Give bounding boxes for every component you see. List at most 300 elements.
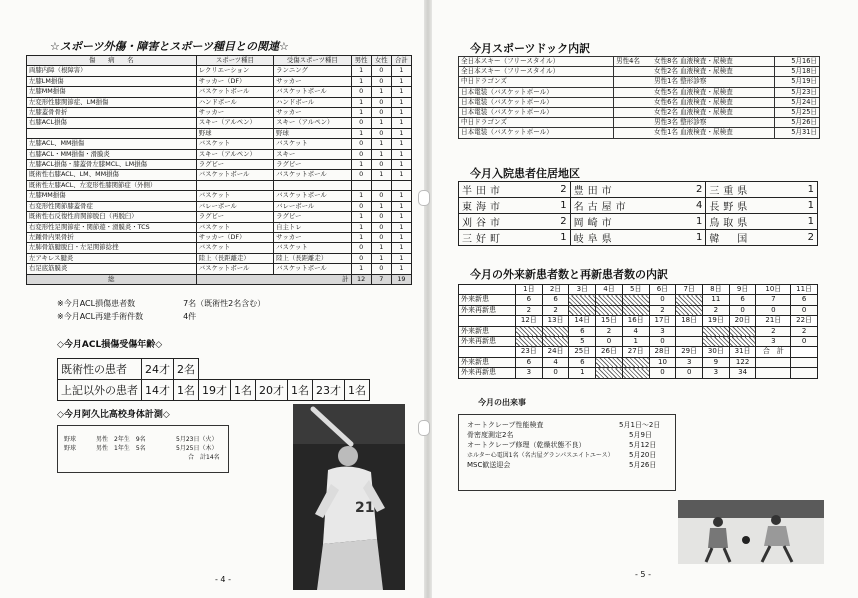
acl-count-note: ※今月ACL損傷患者数 7名（既術性2名含む）	[57, 299, 266, 308]
sports-action-photo	[678, 500, 824, 564]
table-row	[27, 212, 412, 222]
patient-count: 2	[516, 305, 543, 315]
sport: スキー（アルペン）	[196, 149, 273, 159]
table-row	[27, 76, 412, 86]
day-label: 15日	[596, 316, 623, 326]
patient-count: 3	[756, 337, 791, 347]
sport: バレーボール	[196, 201, 273, 211]
patient-count: 3	[703, 368, 730, 378]
exam-date: 5月25日（木）	[176, 445, 218, 452]
patient-count: 34	[729, 368, 756, 378]
area-name: 刈谷市	[459, 214, 542, 230]
dock-date: 5月31日	[774, 128, 819, 138]
day-label: 6日	[649, 285, 676, 295]
table-row	[459, 337, 818, 347]
col-injury: 傷 病 名	[27, 56, 197, 66]
page-number-left: - 4 -	[215, 575, 231, 584]
total-count: 1	[391, 149, 411, 159]
col-sport: スポーツ種目	[196, 56, 273, 66]
male-count: 1	[351, 108, 371, 118]
total-count: 1	[391, 76, 411, 86]
patient-count	[676, 337, 703, 347]
male-count: 1	[351, 232, 371, 242]
new-patients-title: 今月の外来新患者数と再新患者数の内訳	[470, 268, 668, 281]
patient-count	[622, 368, 649, 378]
dock-team: 中日ドラゴンズ	[459, 77, 614, 87]
dock-team: 全日本スキー（フリースタイル）	[459, 67, 614, 77]
sport: バスケットボール	[196, 170, 273, 180]
patient-count: 2	[791, 326, 818, 336]
area-count: 1	[542, 230, 571, 246]
total-count: 1	[391, 191, 411, 201]
area-count: 2	[542, 182, 571, 198]
male-count	[351, 180, 371, 190]
patient-count	[729, 326, 756, 336]
dock-detail: 男性3名 整形診察	[652, 118, 774, 128]
patient-count: 6	[569, 357, 596, 367]
patient-count: 2	[542, 305, 569, 315]
acl-age-title: ◇今月ACL損傷受傷年齢◇	[57, 340, 163, 350]
injured-sport: サッカー	[274, 232, 351, 242]
patient-count: 0	[649, 337, 676, 347]
table-header-row	[27, 56, 412, 66]
area-count: 1	[542, 198, 571, 214]
patient-count: 0	[649, 295, 676, 305]
total-count: 1	[391, 139, 411, 149]
age-value: 23才	[313, 380, 345, 401]
table-row	[27, 264, 412, 274]
patient-count	[516, 326, 543, 336]
area-name: 三重県	[706, 182, 789, 198]
injured-sport	[274, 180, 351, 190]
male-count: 0	[351, 149, 371, 159]
male-count: 1	[351, 212, 371, 222]
table-row	[58, 380, 370, 401]
age-count: 1名	[174, 380, 199, 401]
day-label: 21日	[756, 316, 791, 326]
table-row	[27, 139, 412, 149]
events-title: 今月の出来事	[478, 398, 526, 407]
area-name: 豊田市	[570, 182, 677, 198]
patient-count	[569, 295, 596, 305]
sport: バスケット	[196, 191, 273, 201]
patient-count: 4	[542, 357, 569, 367]
day-label: 2日	[542, 285, 569, 295]
table-row	[459, 214, 818, 230]
day-label: 20日	[729, 316, 756, 326]
table-row	[459, 230, 818, 246]
injured-sport: バスケットボール	[274, 87, 351, 97]
sport: バスケットボール	[196, 87, 273, 97]
female-count: 1	[371, 253, 391, 263]
patient-count: 9	[703, 357, 730, 367]
injury-name: 左踵骨内果骨折	[27, 232, 197, 242]
injured-sport: バスケットボール	[274, 170, 351, 180]
table-row	[459, 67, 820, 77]
female-count	[371, 180, 391, 190]
dock-date: 5月26日	[774, 118, 819, 128]
female-count: 1	[371, 139, 391, 149]
inpatient-area-table	[458, 181, 818, 246]
day-label: 19日	[703, 316, 730, 326]
age-count: 2名	[174, 359, 199, 380]
area-count: 2	[677, 182, 706, 198]
age-value: 24才	[142, 359, 174, 380]
day-label: 22日	[791, 316, 818, 326]
injury-name: 右変形性関節膝蓋骨症	[27, 201, 197, 211]
patient-count: 6	[569, 326, 596, 336]
male-count: 1	[351, 222, 371, 232]
area-count: 2	[542, 214, 571, 230]
patient-count: 2	[649, 305, 676, 315]
injury-name: 左膝LM損傷	[27, 76, 197, 86]
female-count: 0	[371, 222, 391, 232]
sports-dock-title: 今月スポーツドック内訳	[470, 42, 591, 55]
row-label: 外来新患	[459, 326, 516, 336]
male-count: 1	[351, 76, 371, 86]
event-item: ホルター心電図1名（名古屋グランパスエイトユース）	[467, 452, 614, 459]
total-count: 1	[391, 212, 411, 222]
table-row	[27, 160, 412, 170]
patient-count: 0	[542, 368, 569, 378]
injury-name: 右膝ACL損傷	[27, 118, 197, 128]
total-count: 1	[391, 253, 411, 263]
injury-name	[27, 128, 197, 138]
total-count: 19	[391, 274, 411, 284]
total-count: 1	[391, 108, 411, 118]
table-row	[58, 359, 370, 380]
event-item: オートクレーブ性能検査	[467, 421, 544, 429]
area-name: 長野県	[706, 198, 789, 214]
table-row	[459, 128, 820, 138]
female-count: 1	[371, 170, 391, 180]
day-label: 14日	[569, 316, 596, 326]
event-date: 5月20日	[629, 451, 657, 459]
female-count: 0	[371, 97, 391, 107]
dock-team: 日本電装（バスケットボール）	[459, 128, 614, 138]
patient-count	[596, 357, 623, 367]
physical-exam-box	[57, 425, 229, 473]
inpatient-area-title: 今月入院患者住居地区	[470, 167, 580, 180]
male-count: 1	[351, 160, 371, 170]
injured-sport: サッカー	[274, 108, 351, 118]
female-count: 0	[371, 76, 391, 86]
injured-sport: バスケット	[274, 243, 351, 253]
area-count: 1	[789, 214, 818, 230]
table-row	[459, 326, 818, 336]
patient-count: 4	[622, 326, 649, 336]
table-row	[27, 201, 412, 211]
dock-male	[614, 87, 653, 97]
binding-hole	[418, 420, 430, 436]
day-label: 4日	[596, 285, 623, 295]
day-label: 11日	[791, 285, 818, 295]
sport: 野球	[196, 128, 273, 138]
dock-date: 5月18日	[774, 67, 819, 77]
table-row	[459, 77, 820, 87]
dock-date: 5月23日	[774, 87, 819, 97]
total-label: 計	[196, 274, 351, 284]
injury-name: 左膝MM損傷	[27, 191, 197, 201]
day-label: 合 計	[756, 347, 791, 357]
day-label: 27日	[622, 347, 649, 357]
day-label: 30日	[703, 347, 730, 357]
male-count: 0	[351, 118, 371, 128]
patient-count	[622, 295, 649, 305]
injury-name: 左膝ACL損傷・膝蓋骨左膝MCL、LM損傷	[27, 160, 197, 170]
day-label: 5日	[622, 285, 649, 295]
male-count: 0	[351, 139, 371, 149]
area-name: 三好町	[459, 230, 542, 246]
table-row	[27, 253, 412, 263]
dock-detail: 女性2名 血液検査・尿検査	[652, 108, 774, 118]
patient-count: 0	[756, 305, 791, 315]
injured-sport: バスケット	[274, 139, 351, 149]
dock-male	[614, 118, 653, 128]
col-total: 合計	[391, 56, 411, 66]
patient-count	[729, 337, 756, 347]
day-header-row	[459, 347, 818, 357]
col-female: 女性	[371, 56, 391, 66]
sport	[196, 180, 273, 190]
patient-count: 2	[756, 326, 791, 336]
patient-count: 3	[676, 357, 703, 367]
total-count: 1	[391, 97, 411, 107]
injury-name: 左膝MM損傷	[27, 87, 197, 97]
total-count	[391, 180, 411, 190]
event-date: 5月26日	[629, 461, 657, 469]
binding-hole	[418, 190, 430, 206]
day-label: 8日	[703, 285, 730, 295]
patient-count: 6	[791, 295, 818, 305]
table-row	[27, 222, 412, 232]
table-row	[459, 182, 818, 198]
dock-team: 全日本スキー（フリースタイル）	[459, 57, 614, 67]
row-label: 外来新患	[459, 295, 516, 305]
dock-male	[614, 67, 653, 77]
table-row	[27, 149, 412, 159]
day-label: 31日	[729, 347, 756, 357]
injury-sport-table	[26, 55, 412, 285]
sport: サッカー（DF）	[196, 232, 273, 242]
patient-count: 7	[756, 295, 791, 305]
patient-count: 2	[703, 305, 730, 315]
event-item: 骨密度測定2名	[467, 431, 514, 439]
sport: バスケット	[196, 139, 273, 149]
female-count: 0	[371, 191, 391, 201]
table-row	[27, 108, 412, 118]
patient-count: 2	[596, 326, 623, 336]
total-count: 1	[391, 128, 411, 138]
events-box	[458, 414, 676, 491]
patient-count	[622, 357, 649, 367]
injured-sport: バレーボール	[274, 201, 351, 211]
injured-sport: バスケットボール	[274, 264, 351, 274]
patient-count: 11	[703, 295, 730, 305]
area-count: 2	[789, 230, 818, 246]
day-label: 3日	[569, 285, 596, 295]
area-name: 岐阜県	[570, 230, 677, 246]
area-count: 1	[677, 230, 706, 246]
injury-name: 両膝内障（根障害）	[27, 66, 197, 76]
male-count: 1	[351, 66, 371, 76]
patient-count: 1	[569, 368, 596, 378]
day-label: 10日	[756, 285, 791, 295]
patient-count: 6	[542, 295, 569, 305]
patient-count	[569, 305, 596, 315]
patient-count: 0	[729, 305, 756, 315]
sport: サッカー	[196, 108, 273, 118]
injury-name: 左膝ACL、MM損傷	[27, 139, 197, 149]
sport: レクリエーション	[196, 66, 273, 76]
injured-sport: 陸上（長距離走）	[274, 253, 351, 263]
area-count: 1	[789, 182, 818, 198]
female-count: 0	[371, 160, 391, 170]
table-row	[459, 118, 820, 128]
patient-count: 5	[569, 337, 596, 347]
area-count: 1	[677, 214, 706, 230]
age-row-label: 上記以外の患者	[58, 380, 142, 401]
area-name: 東海市	[459, 198, 542, 214]
table-row	[459, 108, 820, 118]
age-count: 1名	[345, 380, 370, 401]
row-label: 外来新患	[459, 357, 516, 367]
baseball-player-image	[293, 404, 405, 590]
table-row	[459, 305, 818, 315]
event-date: 5月9日	[629, 431, 652, 439]
patient-count	[596, 368, 623, 378]
col-injured-sport: 受傷スポーツ種目	[274, 56, 351, 66]
event-date: 5月1日～2日	[619, 421, 661, 429]
dock-team: 日本電装（バスケットボール）	[459, 97, 614, 107]
dock-male	[614, 108, 653, 118]
patient-count	[622, 305, 649, 315]
total-count: 1	[391, 232, 411, 242]
patient-count	[542, 326, 569, 336]
day-label	[791, 347, 818, 357]
exam-sport: 野球	[64, 436, 77, 443]
sport: サッカー（DF）	[196, 76, 273, 86]
female-count: 1	[371, 201, 391, 211]
injury-name: 右膝ACL・MM損傷・滑膜炎	[27, 149, 197, 159]
area-name: 韓 国	[706, 230, 789, 246]
patient-count	[703, 326, 730, 336]
patient-count	[596, 305, 623, 315]
female-count: 1	[371, 87, 391, 97]
sports-dock-table	[458, 56, 820, 139]
patient-count: 122	[729, 357, 756, 367]
table-row	[27, 66, 412, 76]
male-count: 1	[351, 264, 371, 274]
exam-group: 男性 1年生 5名	[96, 445, 146, 452]
dock-detail: 女性8名 血液検査・尿検査	[652, 57, 774, 67]
injury-name: 既術性右反復性肩関節脱臼（再脱臼）	[27, 212, 197, 222]
patient-count: 6	[516, 357, 543, 367]
sports-action-image	[678, 500, 824, 564]
table-row	[27, 118, 412, 128]
sport: バスケット	[196, 222, 273, 232]
area-count: 1	[789, 198, 818, 214]
day-label: 26日	[596, 347, 623, 357]
table-row	[459, 87, 820, 97]
total-count: 1	[391, 87, 411, 97]
sports-injury-title: ☆スポーツ外傷・障害とスポーツ種目との関連☆	[50, 40, 289, 53]
female-count: 0	[371, 232, 391, 242]
injured-sport: スキー	[274, 149, 351, 159]
jersey-number: 21	[355, 500, 375, 516]
day-label: 18日	[676, 316, 703, 326]
day-label: 9日	[729, 285, 756, 295]
table-total-row	[27, 274, 412, 284]
total-count: 1	[391, 66, 411, 76]
injured-sport: 野球	[274, 128, 351, 138]
area-name: 鳥取県	[706, 214, 789, 230]
age-value: 14才	[142, 380, 174, 401]
new-patients-table	[458, 284, 818, 379]
patient-count: 6	[516, 295, 543, 305]
table-row	[459, 198, 818, 214]
dock-detail: 男性1名 整形診察	[652, 77, 774, 87]
injured-sport: サッカー	[274, 76, 351, 86]
exam-total: 合 計14名	[188, 454, 220, 461]
dock-date: 5月24日	[774, 97, 819, 107]
injury-name: 左アキレス腱炎	[27, 253, 197, 263]
dock-male	[614, 97, 653, 107]
injured-sport: ラグビー	[274, 212, 351, 222]
female-count: 1	[371, 118, 391, 128]
patient-count	[596, 295, 623, 305]
total-count: 12	[351, 274, 371, 284]
patient-count	[516, 337, 543, 347]
injured-sport: バスケットボール	[274, 191, 351, 201]
day-header-row	[459, 285, 818, 295]
patient-count	[791, 357, 818, 367]
event-item: MSC歓送迎会	[467, 461, 511, 469]
acl-surgery-note: ※今月ACL再建手術件数 4件	[57, 312, 197, 321]
dock-team: 日本電装（バスケットボール）	[459, 108, 614, 118]
day-label: 24日	[542, 347, 569, 357]
male-count: 0	[351, 201, 371, 211]
patient-count	[756, 368, 791, 378]
sport: バスケットボール	[196, 264, 273, 274]
col-male: 男性	[351, 56, 371, 66]
area-name: 半田市	[459, 182, 542, 198]
physical-exam-title: ◇今月阿久比高校身体計測◇	[57, 410, 170, 420]
age-value: 20才	[256, 380, 288, 401]
day-label: 29日	[676, 347, 703, 357]
total-count: 1	[391, 160, 411, 170]
sport: バスケット	[196, 243, 273, 253]
sport: ラグビー	[196, 160, 273, 170]
patient-count: 10	[649, 357, 676, 367]
age-value: 19才	[199, 380, 231, 401]
patient-count	[676, 326, 703, 336]
female-count: 0	[371, 128, 391, 138]
row-label: 外来再新患	[459, 305, 516, 315]
injury-name: 左膝蓋骨骨折	[27, 108, 197, 118]
dock-team: 日本電装（バスケットボール）	[459, 87, 614, 97]
dock-detail: 女性5名 血液検査・尿検査	[652, 87, 774, 97]
day-label: 16日	[622, 316, 649, 326]
table-row	[27, 180, 412, 190]
area-name: 岡崎市	[570, 214, 677, 230]
patient-count	[676, 295, 703, 305]
day-label: 1日	[516, 285, 543, 295]
page-number-right: - 5 -	[635, 570, 651, 579]
total-count: 1	[391, 243, 411, 253]
patient-count: 6	[729, 295, 756, 305]
injured-sport: ランニング	[274, 66, 351, 76]
